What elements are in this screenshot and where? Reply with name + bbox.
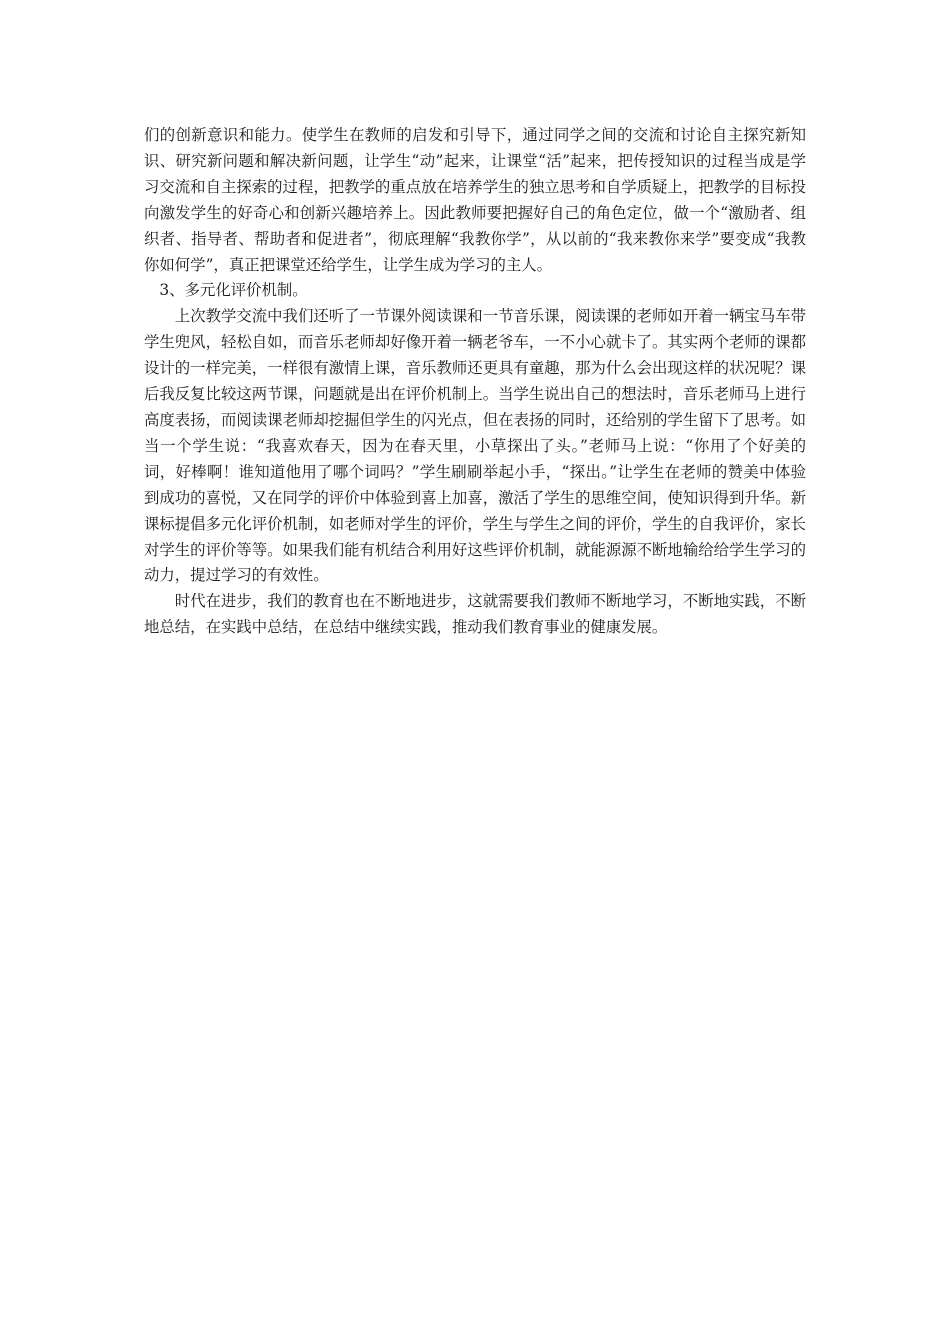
document-page	[144, 123, 806, 641]
body-paragraph-continued: 们的创新意识和能力。使学生在教师的启发和引导下，通过同学之间的交流和讨论自主探究新知识、研究新问题和解决新问题，让学生“动”起来，让课堂“活”起来，把传授知识的过程当成是学习交流和自主探索的过程，把教学的重点放在培养学生的独立思考和自学质疑上，把教学的目标投向激发学生的好奇心和创新兴趣培养上。因此教师要把握好自己的角色定位，做一个“激励者、组织者、指导者、帮助者和促进者”，彻底理解“我教你学”，从以前的“我来教你来学”要变成“我教你如何学”，真正把课堂还给学生，让学生成为学习的主人。	[144, 126, 806, 274]
body-paragraph-conclusion: 时代在进步，我们的教育也在不断地进步，这就需要我们教师不断地学习，不断地实践，不断地总结，在实践中总结，在总结中继续实践，推动我们教育事业的健康发展。	[144, 592, 806, 637]
section-heading: 3、多元化评价机制。	[159, 281, 308, 300]
body-paragraph-evaluation: 上次教学交流中我们还听了一节课外阅读课和一节音乐课，阅读课的老师如开着一辆宝马车带学生兜风，轻松自如，而音乐老师却好像开着一辆老爷车，一不小心就卡了。其实两个老师的课都设计的一样完美，一样很有激情上课，音乐教师还更具有童趣，那为什么会出现这样的状况呢？课后我反复比较这两节课，问题就是出在评价机制上。当学生说出自己的想法时，音乐老师马上进行高度表扬，而阅读课老师却挖掘但学生的闪光点，但在表扬的同时，还给别的学生留下了思考。如当一个学生说：“我喜欢春天，因为在春天里，小草探出了头。”老师马上说：“你用了个好美的词，好棒啊！谁知道他用了哪个词吗？”学生刷刷举起小手，“探出。”让学生在老师的赞美中体验到成功的喜悦，又在同学的评价中体验到喜上加喜，激活了学生的思维空间，使知识得到升华。新课标提倡多元化评价机制，如老师对学生的评价，学生与学生之间的评价，学生的自我评价，家长对学生的评价等等。如果我们能有机结合利用好这些评价机制，就能源源不断地输给给学生学习的动力，提过学习的有效性。	[144, 307, 806, 585]
